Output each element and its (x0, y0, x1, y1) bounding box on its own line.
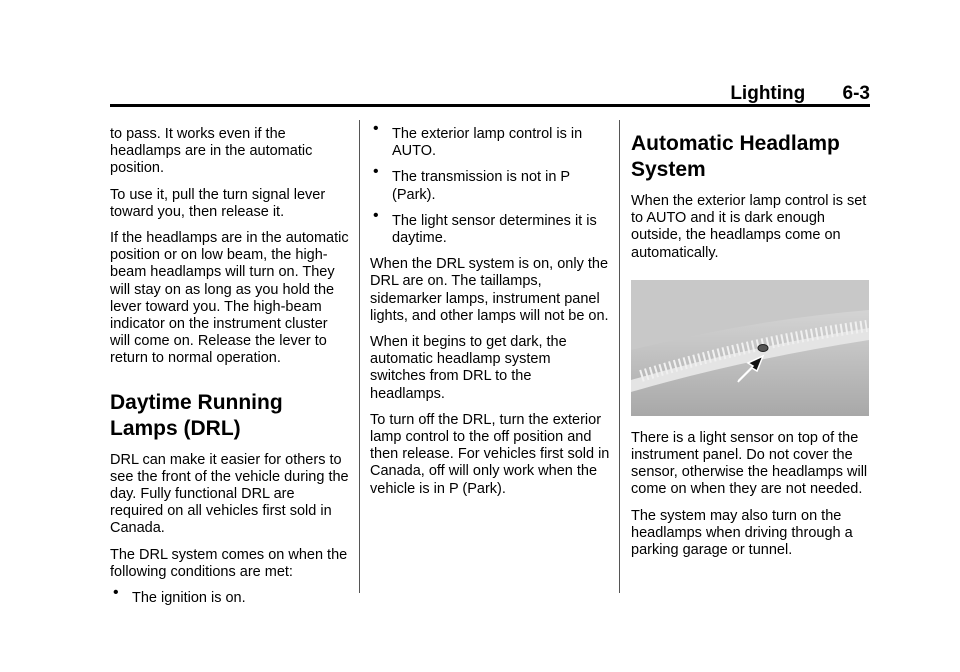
header-rule (110, 104, 870, 107)
list-item (370, 206, 610, 247)
list-item-text: The light sensor determines it is daytime. (392, 212, 597, 247)
paragraph: The system may also turn on the headlamps when driving through a parking garage or tunnel. (631, 507, 853, 559)
paragraph: to pass. It works even if the headlamps are in the automatic position. (110, 126, 313, 177)
page-number: 6-3 (842, 83, 870, 104)
list-item (370, 163, 610, 203)
light-sensor-photo (631, 280, 869, 416)
bullet-icon: • (113, 584, 119, 602)
paragraph: The DRL system comes on when the following conditions are met: (110, 546, 348, 580)
column-divider (619, 120, 620, 593)
bullet-icon: • (373, 206, 379, 224)
section-heading-drl: Daytime Running Lamps (DRL) (110, 390, 283, 440)
paragraph: When the exterior lamp control is set to AUTO and it is dark enough outside, the headlamps come on automatically. (631, 193, 867, 261)
list-item-text: The transmission is not in P (Park). (392, 169, 570, 203)
column-left (110, 126, 350, 616)
section-heading-auto-headlamp: Automatic Headlamp System (631, 132, 840, 181)
page-header (730, 83, 870, 105)
bullet-icon: • (373, 163, 379, 181)
bullet-icon: • (373, 120, 379, 137)
sensor-icon (758, 344, 768, 351)
column-right (631, 131, 871, 568)
paragraph: To turn off the DRL, turn the exterior lamp control to the off position and then release. For vehicles first sold in Canada, off will only work when the vehicle is in P (Park). (370, 411, 610, 497)
column-divider (359, 120, 360, 593)
paragraph: If the headlamps are in the automatic position or on low beam, the high-beam headlamps will turn on. They will stay on as long as you hold the lever toward you. The high-beam indicator on the instrument cluster will come on. Release the lever to return to normal operation. (110, 230, 349, 367)
list-item (110, 584, 350, 607)
paragraph: There is a light sensor on top of the instrument panel. Do not cover the sensor, otherwise the headlamps will come on when they are not needed. (631, 429, 868, 498)
list-item-text: The exterior lamp control is in AUTO. (392, 126, 583, 160)
list-item-text: The ignition is on. (132, 590, 246, 607)
section-title: Lighting (730, 83, 806, 104)
paragraph: DRL can make it easier for others to see the front of the vehicle during the day. Fully functional DRL are required on all vehicles first sold in Canada. (110, 451, 349, 537)
column-middle (370, 120, 610, 507)
dashboard-illustration (631, 280, 869, 416)
paragraph: When the DRL system is on, only the DRL are on. The taillamps, sidemarker lamps, instrument panel lights, and other lamps will not be on. (370, 256, 609, 324)
list-item (370, 120, 610, 160)
paragraph: When it begins to get dark, the automatic headlamp system switches from DRL to the headlamps. (370, 334, 567, 402)
paragraph: To use it, pull the turn signal lever toward you, then release it. (110, 186, 326, 220)
